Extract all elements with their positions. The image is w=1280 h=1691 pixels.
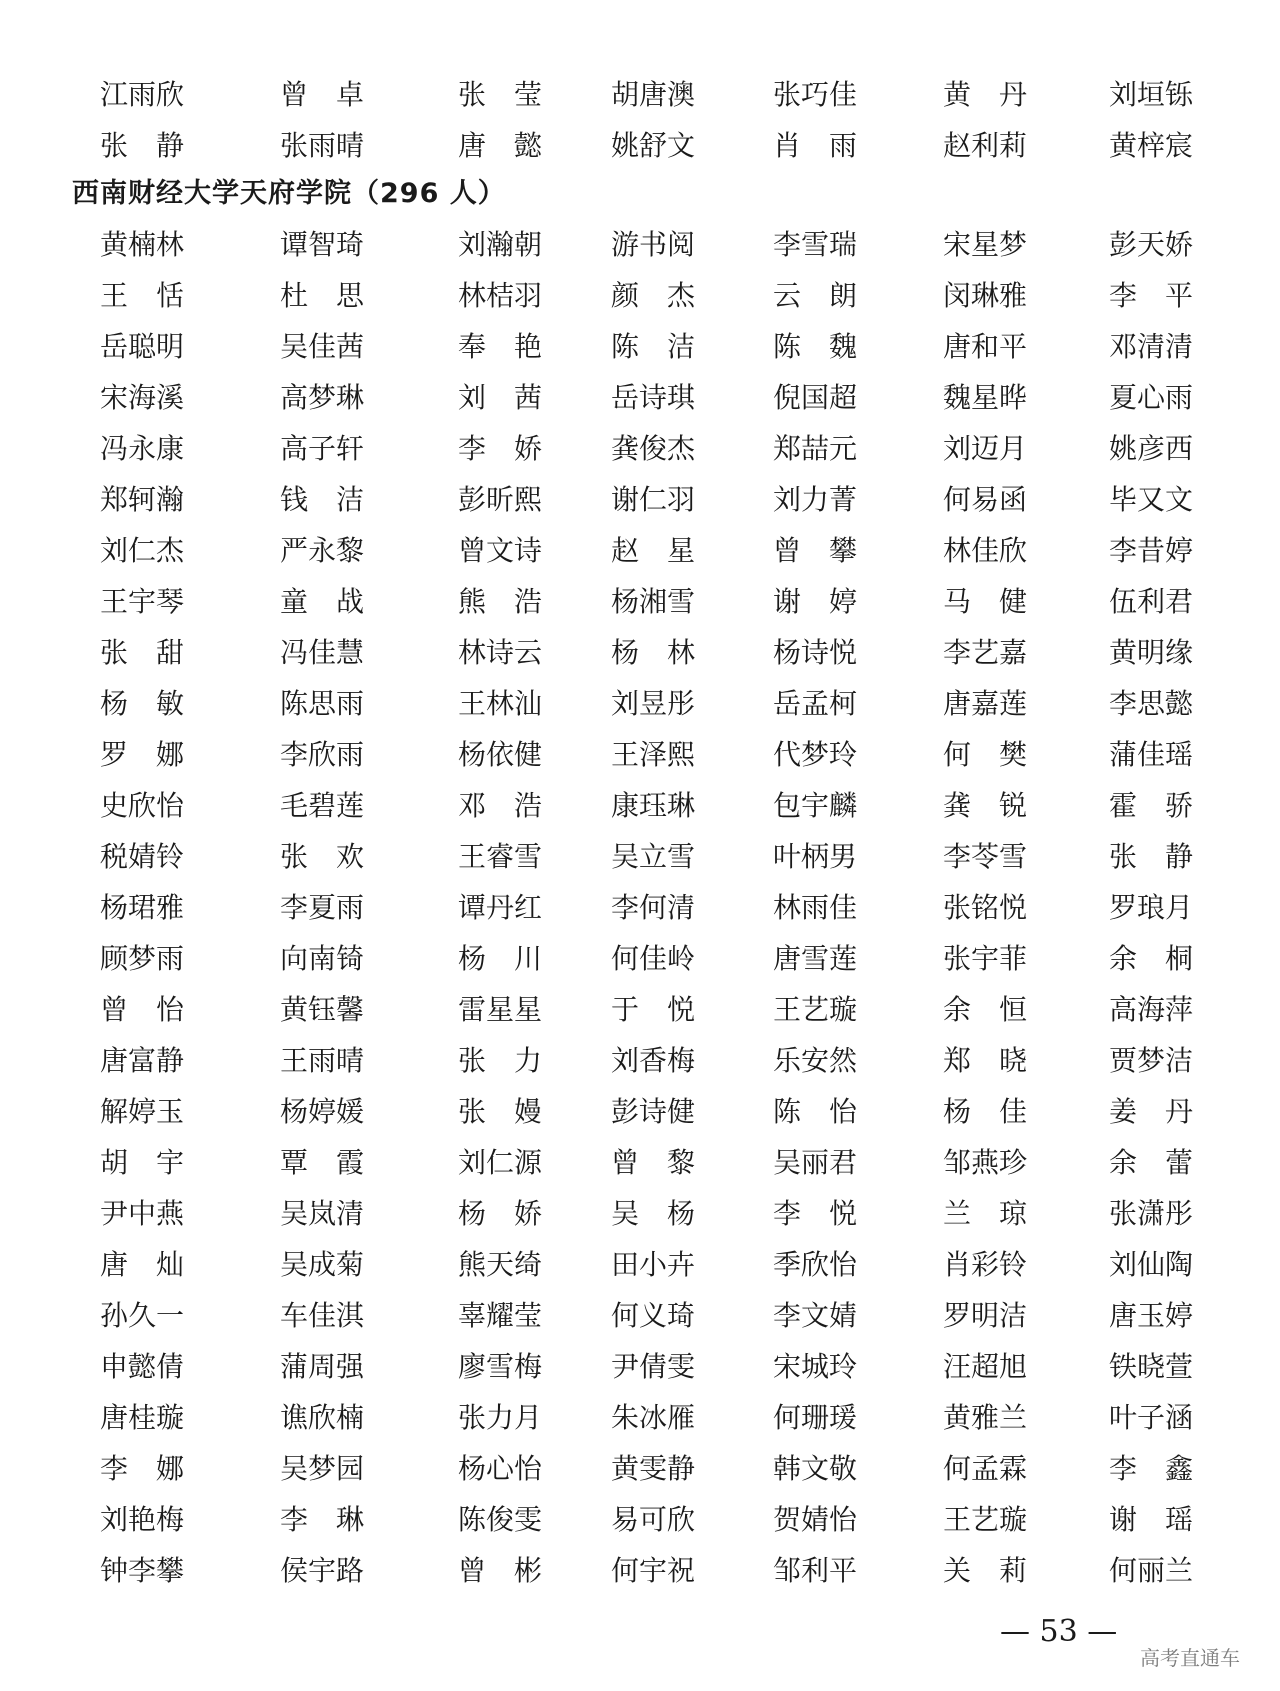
name-cell: 岳孟柯 [773,687,858,720]
name-cell: 唐和平 [943,330,1028,363]
name-cell: 邓清清 [1109,330,1194,363]
name-cell: 冯佳慧 [280,636,365,669]
name-cell: 张潇彤 [1109,1197,1194,1230]
name-cell: 奉 艳 [458,330,543,363]
name-cell: 刘 茜 [458,381,543,414]
name-cell: 黄 丹 [943,78,1028,111]
name-cell: 雷星星 [458,993,543,1026]
name-cell: 何佳岭 [611,942,696,975]
name-cell: 高梦琳 [280,381,365,414]
name-cell: 吴 杨 [611,1197,696,1230]
name-cell: 杨 林 [611,636,696,669]
name-cell: 田小卉 [611,1248,696,1281]
name-cell: 蒲周强 [280,1350,365,1383]
name-cell: 赵 星 [611,534,696,567]
name-cell: 姜 丹 [1109,1095,1194,1128]
page-number: — 53 — [1000,1614,1118,1649]
name-cell: 刘香梅 [611,1044,696,1077]
name-cell: 杨 川 [458,942,543,975]
name-cell: 马 健 [943,585,1028,618]
name-cell: 肖彩铃 [943,1248,1028,1281]
name-cell: 林佳欣 [943,534,1028,567]
name-cell: 胡唐澳 [611,78,696,111]
name-cell: 刘昱彤 [611,687,696,720]
name-cell: 彭天娇 [1109,228,1194,261]
name-cell: 杨婷媛 [280,1095,365,1128]
name-cell: 吴成菊 [280,1248,365,1281]
name-cell: 肖 雨 [773,129,858,162]
name-cell: 曾 怡 [100,993,185,1026]
name-cell: 何丽兰 [1109,1554,1194,1587]
watermark: 高考直通车 [1140,1646,1240,1670]
name-cell: 冯永康 [100,432,185,465]
name-cell: 张巧佳 [773,78,858,111]
name-cell: 李 平 [1109,279,1194,312]
name-cell: 郑 晓 [943,1044,1028,1077]
name-cell: 唐富静 [100,1044,185,1077]
name-cell: 罗琅月 [1109,891,1194,924]
name-cell: 刘仙陶 [1109,1248,1194,1281]
name-cell: 陈俊雯 [458,1503,543,1536]
name-cell: 童 战 [280,585,365,618]
name-cell: 乐安然 [773,1044,858,1077]
name-cell: 邓 浩 [458,789,543,822]
name-cell: 黄明缘 [1109,636,1194,669]
name-cell: 刘瀚朝 [458,228,543,261]
name-cell: 包宇麟 [773,789,858,822]
name-cell: 叶子涵 [1109,1401,1194,1434]
name-cell: 陈 洁 [611,330,696,363]
name-cell: 赵利莉 [943,129,1028,162]
name-cell: 龚俊杰 [611,432,696,465]
name-cell: 钟李攀 [100,1554,185,1587]
name-cell: 辜耀莹 [458,1299,543,1332]
name-cell: 吴丽君 [773,1146,858,1179]
name-cell: 魏星晔 [943,381,1028,414]
name-cell: 颜 杰 [611,279,696,312]
name-cell: 李思懿 [1109,687,1194,720]
name-cell: 杨湘雪 [611,585,696,618]
name-cell: 毛碧莲 [280,789,365,822]
name-cell: 杨 娇 [458,1197,543,1230]
name-cell: 谭丹红 [458,891,543,924]
name-cell: 谢 婷 [773,585,858,618]
name-cell: 曾 卓 [280,78,365,111]
name-cell: 朱冰雁 [611,1401,696,1434]
name-cell: 伍利君 [1109,585,1194,618]
name-cell: 黄雅兰 [943,1401,1028,1434]
name-cell: 王泽熙 [611,738,696,771]
name-cell: 谢仁羽 [611,483,696,516]
name-cell: 邹燕珍 [943,1146,1028,1179]
name-cell: 刘仁源 [458,1146,543,1179]
name-cell: 叶柄男 [773,840,858,873]
name-cell: 江雨欣 [100,78,185,111]
name-cell: 夏心雨 [1109,381,1194,414]
name-cell: 高海萍 [1109,993,1194,1026]
name-cell: 谢 瑶 [1109,1503,1194,1536]
name-grid-main [100,219,1205,1596]
name-cell: 覃 霞 [280,1146,365,1179]
name-cell: 何易函 [943,483,1028,516]
name-cell: 李 悦 [773,1197,858,1230]
name-cell: 王艺璇 [773,993,858,1026]
name-cell: 王林汕 [458,687,543,720]
name-cell: 李苓雪 [943,840,1028,873]
name-cell: 孙久一 [100,1299,185,1332]
name-cell: 唐玉婷 [1109,1299,1194,1332]
name-cell: 税婧铃 [100,840,185,873]
name-cell: 何宇祝 [611,1554,696,1587]
name-cell: 史欣怡 [100,789,185,822]
name-cell: 郑轲瀚 [100,483,185,516]
name-cell: 张 力 [458,1044,543,1077]
name-cell: 张 静 [100,129,185,162]
name-cell: 李文婧 [773,1299,858,1332]
name-cell: 黄雯静 [611,1452,696,1485]
name-cell: 杨依健 [458,738,543,771]
name-cell: 王 恬 [100,279,185,312]
name-cell: 陈 怡 [773,1095,858,1128]
name-cell: 杨心怡 [458,1452,543,1485]
name-cell: 刘仁杰 [100,534,185,567]
name-cell: 尹中燕 [100,1197,185,1230]
name-cell: 何珊瑗 [773,1401,858,1434]
name-cell: 黄楠林 [100,228,185,261]
name-cell: 何义琦 [611,1299,696,1332]
name-cell: 钱 洁 [280,483,365,516]
name-cell: 倪国超 [773,381,858,414]
name-cell: 刘力菁 [773,483,858,516]
name-cell: 张铭悦 [943,891,1028,924]
name-cell: 唐桂璇 [100,1401,185,1434]
name-cell: 李何清 [611,891,696,924]
name-cell: 季欣怡 [773,1248,858,1281]
name-cell: 张 甜 [100,636,185,669]
name-cell: 解婷玉 [100,1095,185,1128]
name-cell: 吴岚清 [280,1197,365,1230]
name-cell: 余 蕾 [1109,1146,1194,1179]
name-cell: 刘艳梅 [100,1503,185,1536]
name-cell: 陈思雨 [280,687,365,720]
name-cell: 张雨晴 [280,129,365,162]
name-cell: 张 莹 [458,78,543,111]
name-cell: 蒲佳瑶 [1109,738,1194,771]
name-cell: 陈 魏 [773,330,858,363]
name-cell: 岳诗琪 [611,381,696,414]
name-cell: 李 娜 [100,1452,185,1485]
name-cell: 黄梓宸 [1109,129,1194,162]
name-cell: 代梦玲 [773,738,858,771]
name-cell: 向南锜 [280,942,365,975]
name-cell: 关 莉 [943,1554,1028,1587]
name-cell: 宋星梦 [943,228,1028,261]
name-cell: 铁晓萱 [1109,1350,1194,1383]
name-cell: 霍 骄 [1109,789,1194,822]
name-cell: 余 恒 [943,993,1028,1026]
name-cell: 申懿倩 [100,1350,185,1383]
name-cell: 姚彦西 [1109,432,1194,465]
name-cell: 李夏雨 [280,891,365,924]
name-cell: 宋城玲 [773,1350,858,1383]
name-cell: 张宇菲 [943,942,1028,975]
name-cell: 李昔婷 [1109,534,1194,567]
name-cell: 罗 娜 [100,738,185,771]
name-cell: 王睿雪 [458,840,543,873]
name-cell: 唐雪莲 [773,942,858,975]
name-cell: 邹利平 [773,1554,858,1587]
name-cell: 谯欣楠 [280,1401,365,1434]
name-cell: 毕又文 [1109,483,1194,516]
name-cell: 林雨佳 [773,891,858,924]
name-cell: 李 琳 [280,1503,365,1536]
name-cell: 唐 灿 [100,1248,185,1281]
name-cell: 熊天绮 [458,1248,543,1281]
name-cell: 谭智琦 [280,228,365,261]
name-cell: 姚舒文 [611,129,696,162]
name-cell: 杨 佳 [943,1095,1028,1128]
name-cell: 侯宇路 [280,1554,365,1587]
name-cell: 顾梦雨 [100,942,185,975]
name-cell: 于 悦 [611,993,696,1026]
name-cell: 韩文敬 [773,1452,858,1485]
name-cell: 林桔羽 [458,279,543,312]
name-cell: 闵琳雅 [943,279,1028,312]
name-cell: 廖雪梅 [458,1350,543,1383]
name-cell: 严永黎 [280,534,365,567]
name-cell: 游书阅 [611,228,696,261]
name-cell: 何 樊 [943,738,1028,771]
name-cell: 罗明洁 [943,1299,1028,1332]
name-cell: 岳聪明 [100,330,185,363]
name-cell: 彭诗健 [611,1095,696,1128]
name-cell: 何孟霖 [943,1452,1028,1485]
name-cell: 吴梦园 [280,1452,365,1485]
name-cell: 车佳淇 [280,1299,365,1332]
name-cell: 杨珺雅 [100,891,185,924]
name-cell: 兰 琼 [943,1197,1028,1230]
name-cell: 易可欣 [611,1503,696,1536]
name-cell: 李 鑫 [1109,1452,1194,1485]
name-cell: 贺婧怡 [773,1503,858,1536]
name-cell: 高子轩 [280,432,365,465]
name-cell: 张 嫚 [458,1095,543,1128]
name-cell: 曾 黎 [611,1146,696,1179]
name-cell: 刘迈月 [943,432,1028,465]
name-cell: 林诗云 [458,636,543,669]
name-cell: 汪超旭 [943,1350,1028,1383]
name-cell: 杨 敏 [100,687,185,720]
name-cell: 王雨晴 [280,1044,365,1077]
name-cell: 宋海溪 [100,381,185,414]
name-cell: 张力月 [458,1401,543,1434]
name-grid-top [100,69,1205,171]
name-cell: 黄钰馨 [280,993,365,1026]
name-cell: 曾 彬 [458,1554,543,1587]
name-cell: 刘垣铄 [1109,78,1194,111]
name-cell: 龚 锐 [943,789,1028,822]
name-cell: 吴立雪 [611,840,696,873]
name-cell: 吴佳茜 [280,330,365,363]
name-cell: 曾 攀 [773,534,858,567]
name-cell: 李雪瑞 [773,228,858,261]
name-cell: 张 欢 [280,840,365,873]
name-cell: 余 桐 [1109,942,1194,975]
name-cell: 唐 懿 [458,129,543,162]
name-cell: 李 娇 [458,432,543,465]
name-cell: 李欣雨 [280,738,365,771]
name-cell: 彭昕熙 [458,483,543,516]
name-cell: 熊 浩 [458,585,543,618]
name-cell: 康珏琳 [611,789,696,822]
section-heading: 西南财经大学天府学院（296 人） [72,178,506,209]
name-cell: 王宇琴 [100,585,185,618]
name-cell: 杜 思 [280,279,365,312]
name-cell: 尹倩雯 [611,1350,696,1383]
name-cell: 唐嘉莲 [943,687,1028,720]
name-cell: 贾梦洁 [1109,1044,1194,1077]
name-cell: 杨诗悦 [773,636,858,669]
name-cell: 曾文诗 [458,534,543,567]
name-cell: 王艺璇 [943,1503,1028,1536]
name-cell: 郑喆元 [773,432,858,465]
name-cell: 云 朗 [773,279,858,312]
name-cell: 李艺嘉 [943,636,1028,669]
name-cell: 张 静 [1109,840,1194,873]
name-cell: 胡 宇 [100,1146,185,1179]
